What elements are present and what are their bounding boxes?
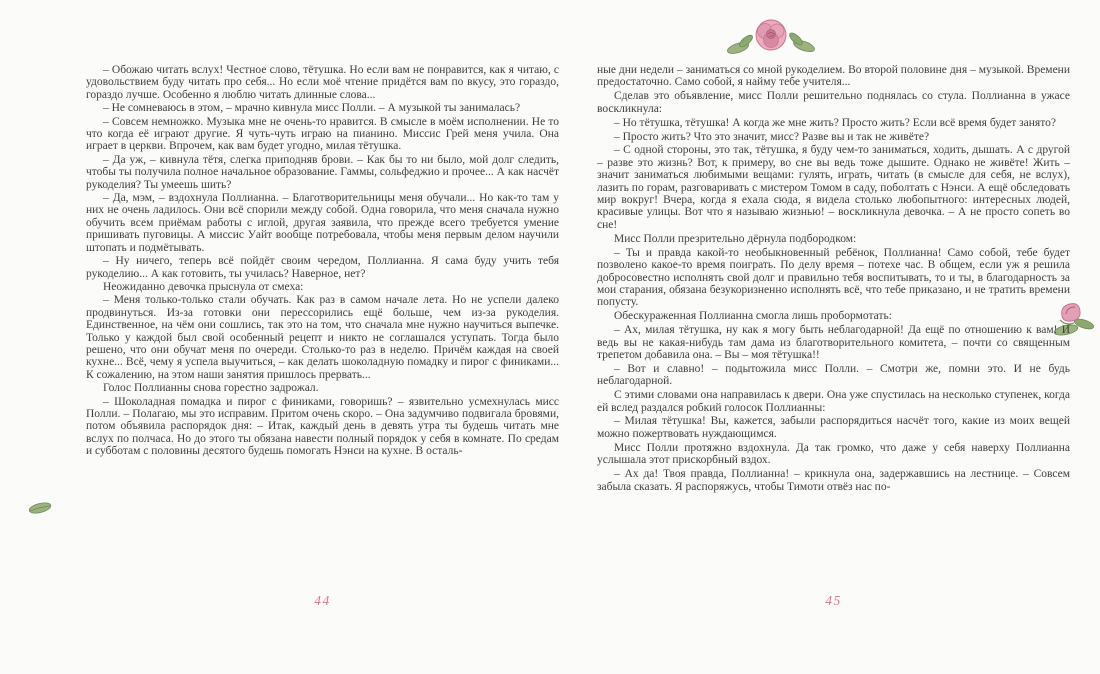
rose-ornament-icon xyxy=(722,10,822,62)
paragraph: Неожиданно девочка прыснула от смеха: xyxy=(103,280,304,293)
paragraph: – С одной стороны, это так, тётушка, я буду чем-то заниматься, ходить, дышать. А с другой – разве это жизнь? Вот, к примеру, во сне вы ведь тоже дышите. Однако не живёте! Жить – значит заниматься любимыми вещами: гулять, играть, читать (в смысле для себя, не вслух), лазить по горам, разговаривать с мистером Томом в саду, поболтать с Нэнси. А ещё обследовать мир вокруг! Вчера, когда я ехала сюда, я видела столько любопытного: интересных людей, красивые улицы. Вот что я называю жизнью! – воскликнула девочка. – А не просто сопеть во сне! xyxy=(597,144,1070,231)
paragraph: Обескураженная Поллианна смогла лишь пробормотать: xyxy=(614,310,892,323)
paragraph: – Милая тётушка! Вы, кажется, забыли распорядиться насчёт того, какие из моих вещей можно пожертвовать нуждающимся. xyxy=(597,415,1070,440)
paragraph: С этими словами она направилась к двери. Она уже спустилась на несколько ступенек, когда ей вслед раздался робкий голосок Поллианны: xyxy=(597,389,1070,414)
paragraph: Мисс Полли протяжно вздохнула. Да так громко, что даже у себя наверху Поллианна услышала этот прискорбный вздох. xyxy=(597,441,1070,467)
paragraph: Сделав это объявление, мисс Полли решительно поднялась со стула. Поллианна в ужасе воскликнула: xyxy=(597,90,1070,115)
paragraph: Голос Поллианны снова горестно задрожал. xyxy=(103,382,319,395)
paragraph: – Ах да! Твоя правда, Поллианна! – крикнула она, задержавшись на лестнице. – Совсем забыла сказать. Я распоряжусь, чтобы Тимоти отвёз нас по- xyxy=(597,468,1070,493)
page-right-text xyxy=(597,64,1070,494)
paragraph: – Не сомневаюсь в этом, – мрачно кивнула мисс Полли. – А музыкой ты занималась? xyxy=(103,102,521,115)
paragraph: ные дни недели – заниматься со мной рукоделием. Во второй половине дня – музыкой. Времени предостаточно. Само собой, я найму тебе учителя... xyxy=(597,64,1070,89)
page-left-text xyxy=(86,64,559,459)
paragraph: – Ты и правда какой-то необыкновенный ребёнок, Поллианна! Само собой, тебе будет позволено какое-то время поиграть. По делу время – потехе час. В общем, если уж я решила добросовестно исполнять свой долг и правильно тебя воспитывать, то и ты, в благодарность за мои старания, обязана безукоризненно исполнять всё, что тебе приказано, и не тратить времени попусту. xyxy=(597,246,1070,309)
page-number-right: 45 xyxy=(825,593,842,608)
paragraph: – Ах, милая тётушка, ну как я могу быть неблагодарной! Да ещё по отношению к вам! И ведь вы не какая-нибудь там дама из благотворительного комитета, – почти со священным трепетом добавила она. – Вы – моя тётушка!! xyxy=(597,324,1070,361)
paragraph: – Совсем немножко. Музыка мне не очень-то нравится. В смысле в моём исполнении. Не то что когда её играют другие. Я чуть-чуть играю на пианино. Миссис Грей меня учила. Она играет в церкви. Впрочем, как вам будет угодно, милая тётушка. xyxy=(86,115,559,153)
paragraph: – Да, мэм, – вздохнула Поллианна. – Благотворительницы меня обучали... Но как-то там у них не очень ладилось. Они всё спорили между собой. Одна говорила, что меня сначала нужно обучить всем приёмам работы с иглой, другая заявила, что прежде всего требуется умение пришивать пуговицы. А миссис Уайт вообще потребовала, чтобы меня первым делом научили штопать и подмётывать. xyxy=(86,192,559,254)
paragraph: – Но тётушка, тётушка! А когда же мне жить? Просто жить? Если всё время будет занято? xyxy=(614,116,1056,129)
page-number-left: 44 xyxy=(314,593,331,608)
paragraph: Мисс Полли презрительно дёрнула подбородком: xyxy=(614,232,857,245)
paragraph: – Обожаю читать вслух! Честное слово, тётушка. Но если вам не понравится, как я читаю, с удовольствием буду читать про себя... Но если моё чтение придётся вам по вкусу, это гораздо, гораздо лучше. Особенно я люблю читать длинные слова... xyxy=(86,64,559,101)
paragraph: – Да уж, – кивнула тётя, слегка приподняв брови. – Как бы то ни было, мой долг следить, чтобы ты получила полное начальное образование. Гаммы, сольфеджио и прочее... А как насчёт рукоделия? Ты умеешь шить? xyxy=(86,153,559,191)
paragraph: – Просто жить? Что это значит, мисс? Разве вы и так не живёте? xyxy=(614,130,930,143)
paragraph: – Шоколадная помадка и пирог с финиками, говоришь? – язвительно усмехнулась мисс Полли. – Полагаю, мы это исправим. Притом очень скоро. – Она задумчиво подвигала бровями, потом объявила распорядок дня: – Итак, каждый день в девять утра ты будешь читать мне вслух по полчаса. Но до этого ты обязана навести полный порядок у себя в комнате. По средам и субботам с половины десятого будешь помогать Нэнси на кухне. В осталь- xyxy=(86,395,559,458)
paragraph: – Меня только-только стали обучать. Как раз в самом начале лета. Но не успели далеко продвинуться. Из-за готовки они перессорились ещё больше, чем из-за рукоделия. Единственное, на чём они сошлись, так это на том, что сначала мне нужно научиться выпечке. Только у каждой был свой особенный рецепт и никто не соглашался уступать. Тогда было решено, что они обучат меня по очереди. Столько-то раз в неделю. Причём каждая на своей кухне... Всё, чему я успела выучиться, – как делать шоколадную помадку и пирог с финиками... К сожалению, на этом наши занятия пришлось прервать... xyxy=(86,294,559,381)
leaf-ornament-icon xyxy=(26,496,60,520)
paragraph: – Вот и славно! – подытожила мисс Полли. – Смотри же, помни это. И не будь неблагодарной. xyxy=(597,362,1070,388)
paragraph: – Ну ничего, теперь всё пойдёт своим чередом, Поллианна. Я сама буду учить тебя рукоделию... А как готовить, ты училась? Наверное, нет? xyxy=(86,255,559,280)
